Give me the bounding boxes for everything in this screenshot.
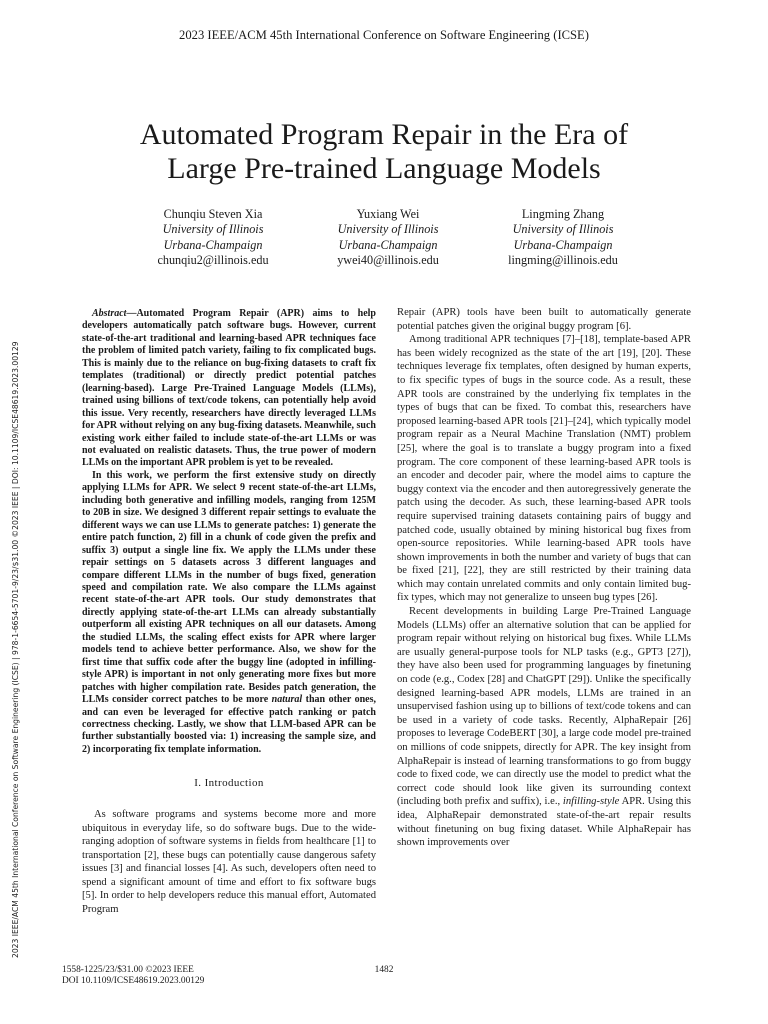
author-name: Lingming Zhang	[521, 207, 605, 221]
abstract-emphasis: natural	[271, 694, 303, 706]
author-name: Chunqiu Steven Xia	[163, 207, 263, 221]
right-paragraph-1: Among traditional APR techniques [7]–[18], template-based APR has been widely recognized as the state of the art [19], [20]. These techniques leverage fix templates, often designed by human experts, to fix specific types of bugs in the source code. As a result, these APR tools are constrained by the underlying fix templates in the types of bugs that can be fixed. To combat this, researchers have proposed learning-based APR tools [21]–[24], which typically model program repair as a Neural Machine Translation (NMT) problem [25], where the goal is to translate a buggy program into a fixed program. The core component of these learning-based APR tools is an encoder and decoder pair, where the model aims to capture the buggy context via the encoder and then autoregressively generate the patch using the decoder. As such, these learning-based APR tools require supervised training datasets containing pairs of buggy and patched code, usually obtained by mining historical bug fixes from open-source repositories. While learning-based APR tools have shown improvements in both the number and variety of bugs that can be fixed [21], [22], they are still restricted by their training data which may contain unrelated commits and only contain limited bug-fix types, which may not generalize to unseen bug types [26].	[397, 334, 691, 604]
abstract-lead: Abstract	[92, 308, 127, 319]
abstract-text-2a: In this work, we perform the first extensive study on directly applying LLMs for APR. We select 9 recent state-of-the-art LLMs, including both generative and infilling models, ranging from 125M to 20B in size. We designed 3 different repair settings to evaluate the different ways we can use LLMs to generate patches: 1) generate the entire patch function, 2) fill in a chunk of code given the prefix and suffix 3) output a single line fix. We apply the LLMs under these repair settings on 5 datasets across 3 different languages and compare different LLMs in the number of bugs fixed, generation speed and compilation rate. We also compare the LLMs against recent state-of-the-art APR tools. Our study demonstrates that directly applying state-of-the-art LLMs can already substantially outperform all existing APR techniques on all our datasets. Among the studied LLMs, the scaling effect exists for APR where larger models tend to achieve better performance. Also, we show for the first time that suffix code after the buggy line (adopted in infilling-style APR) is important in not only generating more fixes but more patches with higher compilation rate. Besides patch generation, the LLMs consider correct patches to be more	[82, 469, 376, 706]
author-block-2	[288, 207, 488, 269]
conference-header: 2023 IEEE/ACM 45th International Conference on Software Engineering (ICSE)	[179, 28, 589, 42]
section-heading-introduction: I. Introduction	[194, 777, 264, 790]
author-email[interactable]: lingming@illinois.edu	[508, 253, 618, 268]
author-name: Yuxiang Wei	[356, 207, 420, 221]
left-column	[82, 308, 376, 917]
page-number: 1482	[374, 965, 394, 975]
doi-sidebar: 2023 IEEE/ACM 45th International Conference on Software Engineering (ICSE) | 978-1-6654-5701-9/23/$31.00 ©2023 IEEE | DOI: 10.1109/ICSE48619.2023.00129	[11, 341, 20, 958]
author-email[interactable]: ywei40@illinois.edu	[337, 253, 439, 268]
intro-paragraph-1: As software programs and systems become more and more ubiquitous in everyday life, so do software bugs. Due to the wide-ranging adoption of software systems in fields from healthcare [1] to transportation [2], these bugs can potentially cause dangerous safety issues [3] and financial losses [4]. As such, developers often need to spend a significant amount of time and effort to fix software bugs [5]. In order to help developers reduce this manual effort, Automated Program	[82, 808, 376, 916]
title-line-1: Automated Program Repair in the Era of	[139, 118, 629, 151]
right-text-2a: Recent developments in building Large Pre-Trained Language Models (LLMs) offer an alternative solution that can be applied for program repair without relying on historical bug fixes. While LLMs are usually general-purpose tools for NLP tasks (e.g., GPT3 [27]), they have also been used for programming languages by finetuning on code (e.g., Codex [28] and ChatGPT [29]). Unlike the specifically designed learning-based APR models, LLMs are trained in an unsupervised fashion using up to billions of text/code tokens and can be used in a variety of code tasks. Recently, AlphaRepair [26] proposes to leverage CodeBERT [30], a large code model pre-trained on millions of code snippets, directly for APR. The key insight from AlphaRepair is instead of learning transformations to go from buggy code to fixed code, we can directly use the model to predict what the correct code should look like given its surrounding context (including both prefix and suffix), i.e.,	[397, 606, 691, 808]
right-column	[397, 306, 691, 850]
footer-price-line: 1558-1225/23/$31.00 ©2023 IEEE	[62, 965, 194, 975]
author-block-3	[463, 207, 663, 269]
author-email[interactable]: chunqiu2@illinois.edu	[157, 253, 269, 268]
abstract-text-2b: than other ones, and can even be leveraged for effective patch ranking or patch correctness checking. Lastly, we show that LLM-based APR can be further substantially boosted via: 1) increasing the sample size, and 2) incorporating fix template information.	[82, 694, 376, 755]
paper-title	[0, 118, 768, 186]
author-affiliation-city: Urbana-Champaign	[513, 237, 613, 252]
title-line-2: Large Pre-trained Language Models	[167, 152, 601, 185]
author-block-1	[113, 207, 313, 269]
abstract-paragraph-2	[82, 470, 376, 756]
right-text-2b: APR. Using this idea, AlphaRepair demonstrated state-of-the-art repair results without finetuning on bug fixing dataset. While AlphaRepair has shown improvements over	[397, 796, 691, 849]
author-affiliation: University of Illinois	[512, 222, 614, 237]
abstract-paragraph-1	[82, 308, 376, 470]
right-paragraph-2	[397, 605, 691, 850]
author-affiliation-city: Urbana-Champaign	[163, 237, 263, 252]
author-affiliation: University of Illinois	[337, 222, 439, 237]
right-emphasis: infilling-style	[562, 796, 620, 808]
abstract-text-1: —Automated Program Repair (APR) aims to help developers automatically patch software bugs. However, current state-of-the-art traditional and learning-based APR techniques face the problem of limited patch variety, failing to fix complicated bugs. This is mainly due to the reliance on bug-fixing datasets to craft fix templates (traditional) or directly predict potential patches (learning-based). Large Pre-Trained Language Models (LLMs), trained using billions of text/code tokens, can potentially help avoid this issue. Very recently, researchers have directly leveraged LLMs for APR without relying on any bug-fixing datasets. Meanwhile, such existing work either failed to include state-of-the-art LLMs or was not evaluated on realistic datasets. Thus, the true power of modern LLMs on the important APR problem is yet to be revealed.	[82, 308, 376, 469]
footer-doi-line: DOI 10.1109/ICSE48619.2023.00129	[62, 976, 205, 987]
abstract	[82, 308, 376, 756]
author-affiliation: University of Illinois	[162, 222, 264, 237]
right-paragraph-0: Repair (APR) tools have been built to automatically generate potential patches given the original buggy program [6].	[397, 307, 691, 332]
author-affiliation-city: Urbana-Champaign	[338, 237, 438, 252]
